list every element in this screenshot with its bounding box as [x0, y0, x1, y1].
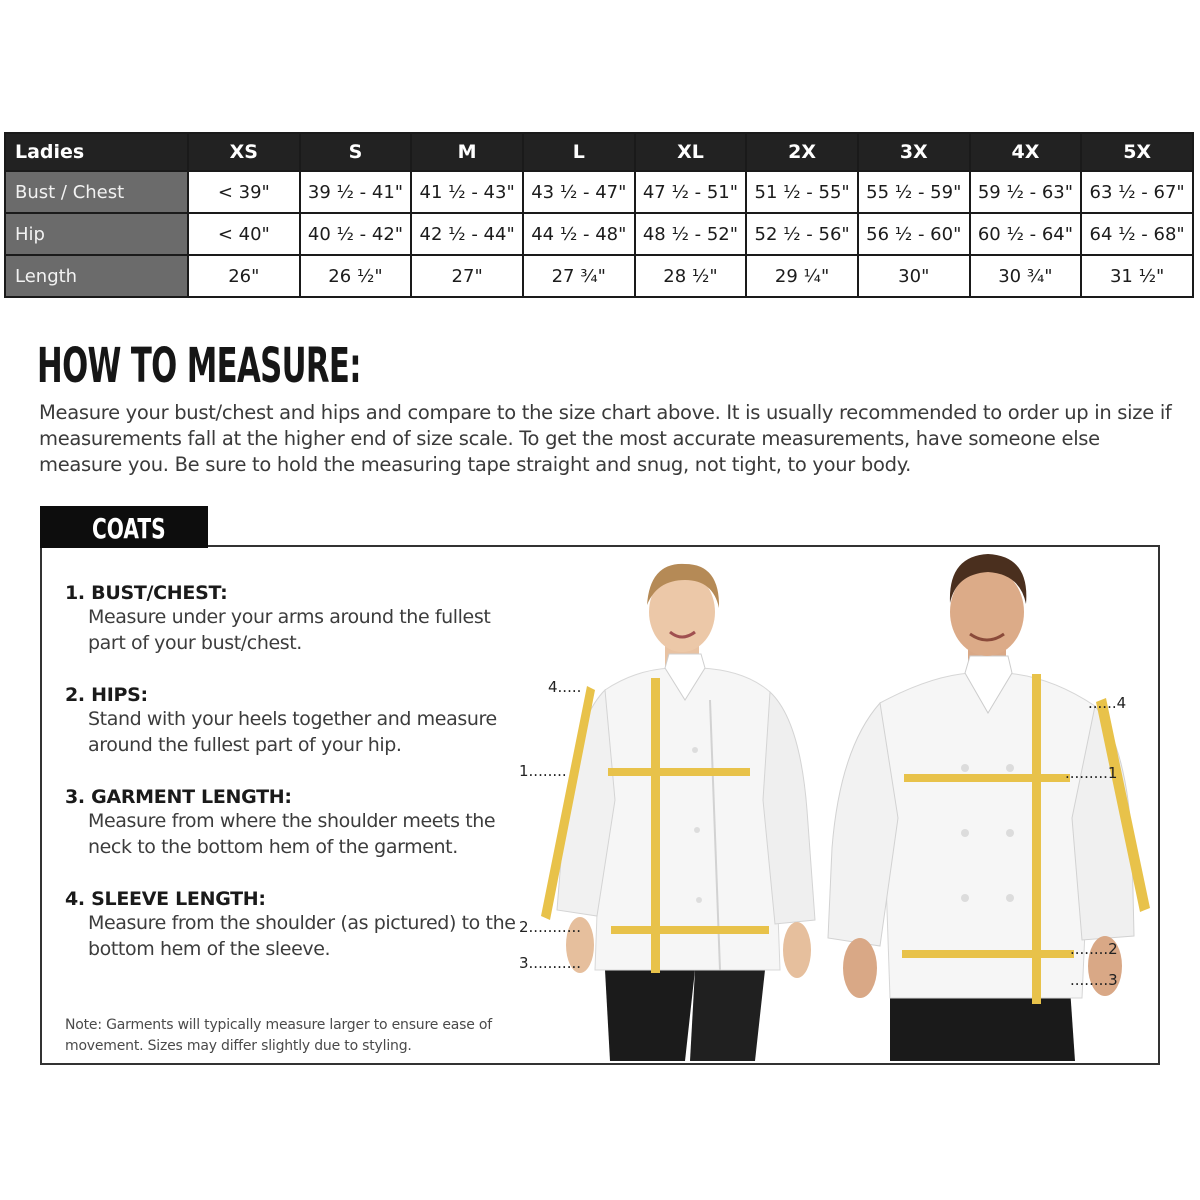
callout-hips-right: ........2 — [1070, 940, 1118, 958]
step-heading: 3. GARMENT LENGTH: — [65, 786, 292, 808]
table-cell: 60 ½ - 64" — [970, 213, 1082, 255]
table-cell: 26" — [188, 255, 300, 297]
table-cell: 42 ½ - 44" — [411, 213, 523, 255]
step-body: Measure from the shoulder (as pictured) to the bottom hem of the sleeve. — [88, 912, 516, 960]
step-heading: 1. BUST/CHEST: — [65, 582, 228, 604]
callout-length-right: ........3 — [1070, 971, 1118, 989]
table-cell: 44 ½ - 48" — [523, 213, 635, 255]
table-cell: < 40" — [188, 213, 300, 255]
table-cell: 63 ½ - 67" — [1081, 171, 1193, 213]
step-bust-chest — [65, 582, 525, 656]
table-cell: 30 ¾" — [970, 255, 1082, 297]
size-header: XL — [635, 133, 747, 171]
table-row-bust-chest — [5, 171, 1193, 213]
table-cell: 64 ½ - 68" — [1081, 213, 1193, 255]
callout-sleeve-left: 4..... — [548, 678, 582, 696]
size-header: 2X — [746, 133, 858, 171]
callout-hips-left: 2........... — [519, 918, 581, 936]
callout-bust-left: 1........ — [519, 762, 567, 780]
size-chart-table — [4, 132, 1194, 298]
table-row-hip — [5, 213, 1193, 255]
row-label-hip: Hip — [5, 213, 188, 255]
woman-chef-coat-photo — [535, 550, 835, 1061]
size-header: XS — [188, 133, 300, 171]
how-to-measure-title: HOW TO MEASURE: — [37, 338, 361, 394]
row-label-length: Length — [5, 255, 188, 297]
sizing-note: Note: Garments will typically measure larger to ensure ease of movement. Sizes may differ slightly due to styling. — [65, 1017, 493, 1054]
callout-length-left: 3........... — [519, 954, 581, 972]
table-cell: 55 ½ - 59" — [858, 171, 970, 213]
table-cell: 41 ½ - 43" — [411, 171, 523, 213]
how-to-measure-intro: Measure your bust/chest and hips and compare to the size chart above. It is usually recommended to order up in size if measurements fall at the higher end of size scale. To get the most accurate measurements, have someone else measure you. Be sure to hold the measuring tape straight and snug, not tight, to your body. — [39, 401, 1172, 476]
row-label-bust-chest: Bust / Chest — [5, 171, 188, 213]
table-cell: 52 ½ - 56" — [746, 213, 858, 255]
size-chart-corner-label: Ladies — [5, 133, 188, 171]
table-cell: 56 ½ - 60" — [858, 213, 970, 255]
step-heading: 4. SLEEVE LENGTH: — [65, 888, 266, 910]
table-cell: < 39" — [188, 171, 300, 213]
step-garment-length — [65, 786, 525, 860]
coats-tab — [40, 506, 208, 548]
step-body: Stand with your heels together and measure around the fullest part of your hip. — [88, 708, 497, 756]
table-row-length — [5, 255, 1193, 297]
table-cell: 51 ½ - 55" — [746, 171, 858, 213]
table-cell: 59 ½ - 63" — [970, 171, 1082, 213]
table-cell: 29 ¼" — [746, 255, 858, 297]
step-heading: 2. HIPS: — [65, 684, 148, 706]
table-cell: 48 ½ - 52" — [635, 213, 747, 255]
table-cell: 26 ½" — [300, 255, 412, 297]
callout-bust-right: .........1 — [1065, 764, 1118, 782]
table-cell: 39 ½ - 41" — [300, 171, 412, 213]
step-body: Measure under your arms around the fullest part of your bust/chest. — [88, 606, 491, 654]
table-cell: 47 ½ - 51" — [635, 171, 747, 213]
size-header: 3X — [858, 133, 970, 171]
table-cell: 28 ½" — [635, 255, 747, 297]
table-cell: 43 ½ - 47" — [523, 171, 635, 213]
table-cell: 31 ½" — [1081, 255, 1193, 297]
size-header-row — [5, 133, 1193, 171]
size-header: S — [300, 133, 412, 171]
callout-sleeve-right: ......4 — [1088, 694, 1127, 712]
table-cell: 30" — [858, 255, 970, 297]
table-cell: 27 ¾" — [523, 255, 635, 297]
table-cell: 40 ½ - 42" — [300, 213, 412, 255]
size-header: M — [411, 133, 523, 171]
table-cell: 27" — [411, 255, 523, 297]
step-hips — [65, 684, 525, 758]
size-header: 4X — [970, 133, 1082, 171]
coats-tab-label: COATS — [92, 512, 166, 545]
size-header: 5X — [1081, 133, 1193, 171]
step-body: Measure from where the shoulder meets the neck to the bottom hem of the garment. — [88, 810, 496, 858]
size-header: L — [523, 133, 635, 171]
step-sleeve-length — [65, 888, 525, 962]
